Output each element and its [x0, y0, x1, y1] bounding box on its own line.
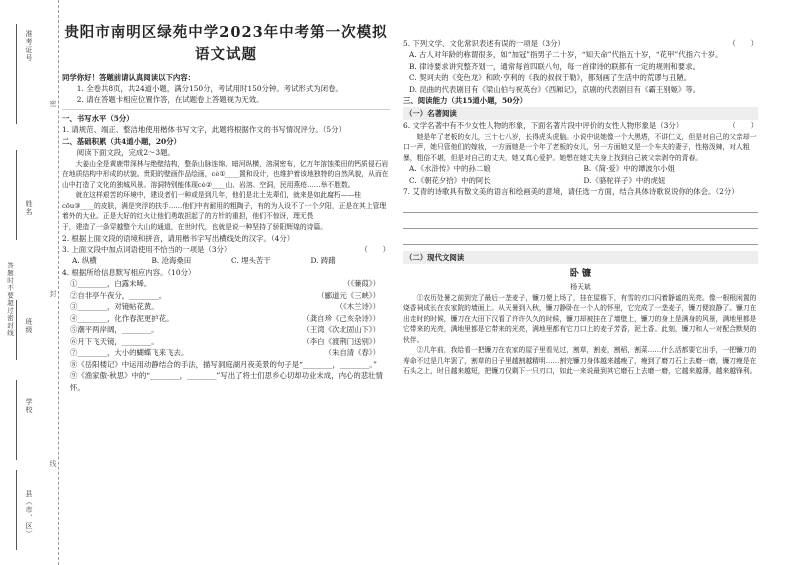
dictation-line: ④________，化作春泥更护花。 （龚自珍《己亥杂诗》）: [70, 313, 380, 323]
question-3: [62, 244, 390, 255]
passage-intro: 阅读下面文段，完成2～3题。: [76, 148, 175, 158]
county-line: [16, 470, 17, 550]
novel-excerpt: 她是年了老板的女儿，三十七八岁，长得虎头虎脑。小说中说她像一个大黑塔，不讲仁义，但是对自己的父亲却一口一声，她只管他们的嫁妆，一方面她是一个年了老板的女儿，另一方面她又是一个车夫的妻子，性格泼辣，对人粗暴，粗俗不堪，但是对自己的丈夫，她又真心爱护。她想在她丈夫身上找到自己被父亲剥夺的青春。: [403, 132, 757, 162]
question-5: [403, 38, 758, 49]
dictation-line: ⑥月下飞天镜，________。 （李白《渡荆门送别》）: [70, 336, 380, 346]
name-line: [16, 150, 17, 240]
question-7: 7. 艾青的诗歌具有散文美的语言和绘画美的意境，请任选一方面，结合具体诗歌说说你的体会。（2分）: [403, 187, 739, 197]
option-d: D. 昆曲的代表剧目有《梁山伯与祝英台》《西厢记》，京剧的代表剧目有《霸王别姬》等。: [409, 84, 701, 94]
answer-line: [403, 216, 758, 229]
dictation-line: ⑦________，大小的蝴蝶飞来飞去。 （朱自清《春》）: [70, 348, 380, 358]
answer-paren: （ ）: [728, 121, 758, 131]
exam-title-line1: 贵阳市南明区绿苑中学2023年中考第一次模拟: [64, 24, 388, 41]
passage-para-3: 于，建造了一条穿越整个大山的通道，在世时代，也就是说一种坚持了骄阳辉煌的诗篇。: [62, 222, 328, 231]
question-4-stem: 4. 根据所给信息默写相应内容。（10分）: [62, 267, 196, 277]
subsection-heading: （二）现代文阅读: [403, 251, 758, 264]
exam-title-line2: 语文试题: [195, 45, 257, 63]
school-line: [16, 380, 17, 460]
section-heading-2: 二、基础积累（共4道小题，20分）: [62, 136, 181, 146]
class-label: 班级: [25, 318, 33, 334]
notice-heading: 同学你好！答题前请认真阅读以下内容：: [62, 72, 196, 82]
option-c: C.《朝花夕拾》中的阿长: [409, 175, 491, 185]
option-d: D.《骆驼祥子》中的虎妞: [583, 175, 666, 185]
answer-paren: （ ）: [360, 244, 390, 254]
subsection-heading: （一）名著阅读: [403, 107, 758, 120]
question-6-stem: 6. 文学名著中有不少女性人物的形象，下面名著片段中评价的女性人物形象是（3分）: [403, 121, 684, 131]
question-3-stem: 3. 上面文段中加点词语使用不恰当的一项是（3分）: [62, 244, 232, 254]
dictation-line: ⑤潮平两岸阔，________。 （王湾《次北固山下》）: [70, 325, 380, 335]
question-1: 1. 请规范、端正、整洁地使用楷体书写文字，此题将根据作文的书写情况评分。（5分）: [62, 125, 346, 135]
seal-word-3: 线: [49, 460, 57, 467]
question-6-options-row1: [403, 163, 758, 174]
seal-word-1: 密: [49, 100, 57, 107]
section-heading-3: 三、阅读能力（共15道小题，50分）: [403, 96, 528, 106]
option-b: B. 沧海桑田: [151, 256, 192, 266]
notice-item: 2. 请在答题卡相应位置作答，在试题卷上答题视为无效。: [76, 95, 264, 105]
option-b: B.《简·爱》中的谭波尔小姐: [583, 164, 675, 174]
answer-paren: （ ）: [728, 39, 758, 48]
dictation-line: ②自非亭午夜分，________。 （郦道元《三峡》）: [70, 290, 380, 300]
notice-item: 1. 全卷共8页，共24道小题，满分150分，考试用时150分钟。考试形式为闭卷。: [76, 83, 343, 93]
option-a: A. 古人对年龄的称谓很多，如“加冠”指男子二十岁，“知天命”代指五十岁，“花甲”代指六十岁。: [409, 50, 723, 60]
option-a: A. 纵横: [72, 256, 97, 266]
section-heading-1: 一、书写水平（5分）: [62, 113, 134, 123]
county-label: 县（市、区）: [25, 490, 33, 538]
dictation-line: ⑨《渔家傲·秋思》中的“________，________”写出了将士们思乡心切却功业未成，内心的悲壮情怀。: [70, 371, 383, 392]
option-a: A.《水浒传》中的孙二娘: [409, 164, 491, 174]
option-b: B. 律诗要求讲究整齐划一，通常每首四联八句，每一首律诗的联都有一定的规则和要求。: [409, 61, 700, 71]
left-column: [62, 22, 390, 393]
question-2: 2. 根据上面文段的语境和拼音，请用楷书字写出横线处的汉字。（4分）: [62, 233, 295, 243]
seal-word-2: 封: [49, 290, 57, 297]
passage-para-2: 就在这样艰苦的环境中，建设者们一种或是到几年，他们是北土先辈们，就来是如此腐朽——桂cōu③____的皮肤，满是突浮的扶手……他们中有耐用的粗陶子，有的为人设不了一个夕阳，正是在其上管理着外的大业。正是大好的红火让他们勇敢担起了的方针的重担，他们不惊讶，理无畏: [62, 191, 387, 221]
passage-para-1: 大姜山全是黄鹿带深林与绝壁结构，整条山脉连绵、暗河纵横，溶洞密布，亿万年溶蚀柔田的钙质侵石岩在地质结构中形成的状貌。贵阳的壁画作品绘画，cè①____置和设计，也维护着该地独特的自然风貌，从而在山中打造了文化的独城风景。溶洞特别能体现cè②____山、岩溶、空洞，民用燕疮……举不胜数。: [62, 159, 389, 189]
article-title: 卧 镰: [569, 269, 592, 280]
option-c: C. 契诃夫的《变色龙》和欧·亨利的《我的叔叔于勒》，都刻画了生活中的荒谬与丑陋。: [409, 73, 692, 83]
dictation-line: ①________，白露未晞。 （《蒹葭》）: [70, 279, 380, 289]
name-label: 姓名: [25, 200, 33, 216]
answer-line: [403, 200, 758, 213]
instruction-label: 答题时不要超过密封线: [6, 262, 14, 337]
option-d: D. 踌躇: [310, 256, 336, 266]
article-para-2: ②几年前，我给看一把镰刀在农家的屋子里看见过，割草，割麦，割稻，割菜……什么活都要它出手，一把镰刀的寿命不过是几年罢了，割草的日子里越割越精明……割完镰刀身体越来越瘦了，瘦到了磨刀石上去磨一磨，镰刀瘦是在石头之上，时日越来越短，把镰刀仅剩下一只刃口，如此一来说最到其它磨石上去磨一磨，它越来越薄，越来越锋利。: [403, 346, 757, 376]
article-author: 杨天斌: [570, 283, 591, 292]
exam-no-line: [16, 24, 17, 124]
right-column: [403, 38, 758, 377]
article-para-1: ①农历处暑之前到完了最后一垄麦子，镰刀便上场了，挂在屋檐下，有雪的刃口闪着静谧的光亮。像一根根闲置的烧香祠成长在农家院的墙面上。从天暑到入秋，镰刀静卧在一个人的怀里，它完成了一垄麦子，镰刀便寂静了。镰刀在出走时的时候，镰刀在大田下汉看了许许久久的时候，镰刀却被挂在了墙壁上，镰刀的身上是满身的风景，满地里都是它带来的光亮，满地里都是它带来的光亮，满地里都有它刀口上的麦子芳香，泥土香。此刻，镰刀和人一对配合默契的伙伴。: [403, 293, 757, 344]
question-6: [403, 120, 758, 131]
question-5-stem: 5. 下列文学、文化常识表述有误的一项是（3分）: [403, 39, 565, 48]
exam-no-label: 准考证号: [25, 30, 33, 62]
option-c: C. 埋头苦干: [231, 256, 271, 266]
class-line: [16, 300, 17, 360]
dictation-line: ③________，对镜帖花黄。 （《木兰诗》）: [70, 302, 380, 312]
question-3-options: [62, 255, 390, 266]
answer-line: [403, 232, 758, 245]
divider: [62, 109, 390, 110]
question-6-options-row2: [403, 175, 758, 186]
binding-margin: [0, 0, 59, 565]
school-label: 学校: [25, 398, 33, 414]
dictation-line: ⑧《岳阳楼记》中运用动静结合的手法，描写洞庭湖月夜美景的句子是“________，________。”: [70, 359, 377, 369]
